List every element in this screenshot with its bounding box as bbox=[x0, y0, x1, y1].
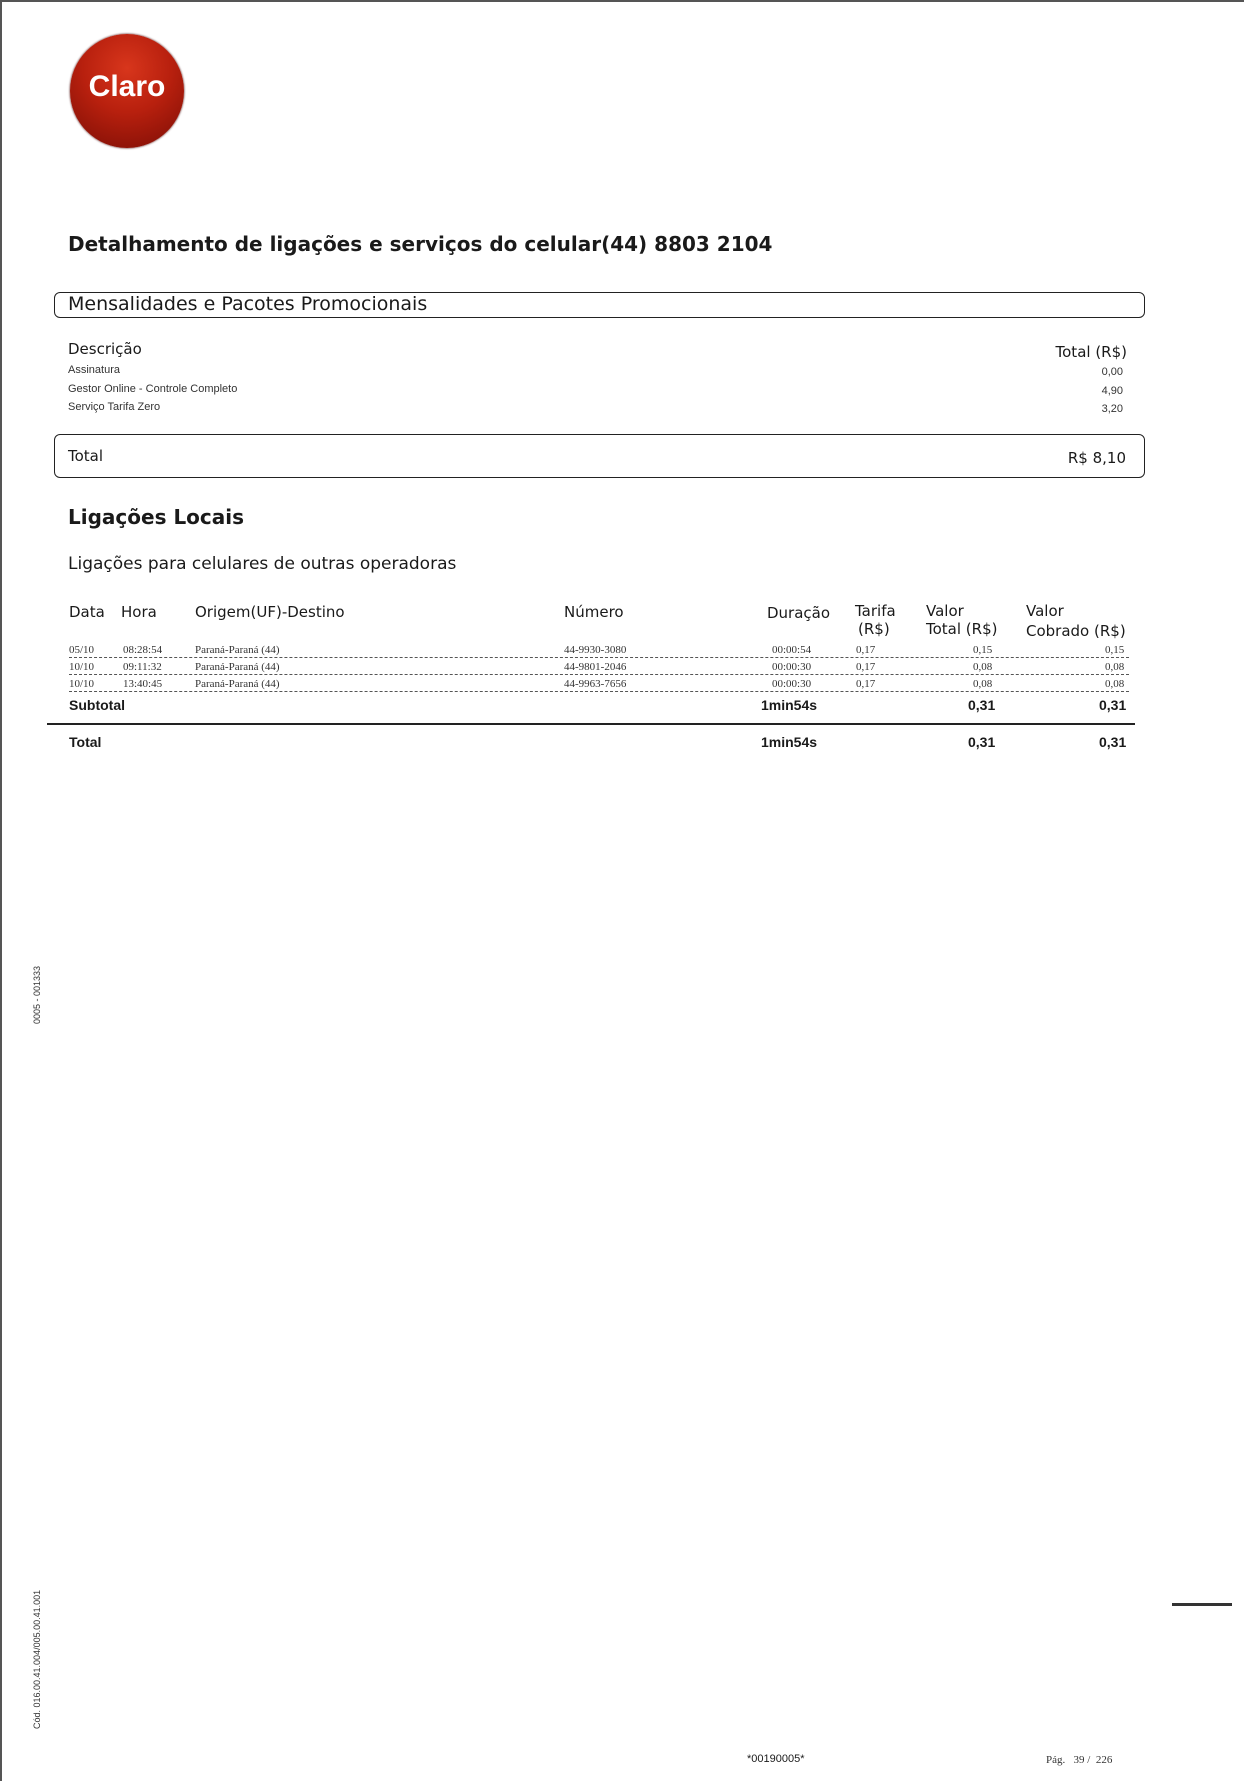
item-desc: Serviço Tarifa Zero bbox=[68, 401, 161, 413]
item-total: 4,90 bbox=[1101, 385, 1123, 397]
invoice-page: Claro Detalhamento de ligações e serviços do celular(44) 8803 2104 Mensalidades e Pacotes Promocionais Descrição Total (R$) Assinatura 0,00 Gestor Online - Controle Completo 4,90 Serviço Tarifa Zero 3,20 Total R$ 8,10 Ligações Locais Ligações para celulares de outras operadoras Data Hora Origem(UF)-Destino Número Duração Tarifa (R$) Valor Total (R$) Valor Cobrado (R$) 05/10 08:28:54 Paraná-Paraná (44) 44-9930-3080 00:00:54 0,17 0,15 0,15 10/10 09:11:32 Paraná-Paraná (44) 44-9801-2046 00:00:30 0,17 0,08 0,08 10/10 13:40:45 Paraná-Paraná (44) 44-9963-7656 00:00:30 0,17 0,08 0,08 Subtotal 1min54s 0,31 0,31 Total 1min54s 0,31 0,31 0005 - 001333 Cód. 016.00.41.004/005.00.41.001 *00190005* Pág. 39 / 226 bbox=[0, 0, 1244, 1781]
subsection-title: Ligações para celulares de outras operadoras bbox=[68, 554, 457, 574]
th-origem: Origem(UF)-Destino bbox=[195, 603, 345, 621]
th-hora: Hora bbox=[121, 603, 157, 621]
th-numero: Número bbox=[564, 603, 624, 621]
section-title: Mensalidades e Pacotes Promocionais bbox=[68, 293, 428, 315]
item-desc: Assinatura bbox=[68, 364, 120, 376]
col-total: Total (R$) bbox=[1055, 343, 1127, 361]
item-total: 3,20 bbox=[1101, 403, 1123, 415]
item-desc: Gestor Online - Controle Completo bbox=[68, 383, 238, 395]
row-leader bbox=[69, 657, 1129, 658]
total-label: Total bbox=[68, 447, 104, 465]
claro-logo: Claro bbox=[70, 34, 184, 148]
total-box bbox=[54, 434, 1145, 478]
th-data: Data bbox=[69, 603, 105, 621]
th-valor-cobrado-unit: Cobrado (R$) bbox=[1026, 622, 1126, 640]
th-tarifa-unit: (R$) bbox=[858, 620, 890, 638]
row-leader bbox=[69, 674, 1129, 675]
margin-code: 0005 - 001333 bbox=[32, 965, 42, 1024]
th-valor-total: Valor bbox=[926, 602, 964, 620]
barcode-text: *00190005* bbox=[747, 1753, 805, 1765]
page-title: Detalhamento de ligações e serviços do celular(44) 8803 2104 bbox=[68, 232, 773, 256]
th-valor-total-unit: Total (R$) bbox=[926, 620, 998, 638]
page-number: Pág. 39 / 226 bbox=[1046, 1754, 1113, 1766]
section-ligacoes-locais: Ligações Locais bbox=[68, 505, 245, 529]
section-header-mensalidades bbox=[54, 292, 1145, 318]
th-tarifa: Tarifa bbox=[855, 602, 896, 620]
divider bbox=[47, 723, 1135, 725]
total-value: R$ 8,10 bbox=[1067, 449, 1126, 467]
th-duracao: Duração bbox=[767, 604, 831, 622]
mark-line bbox=[1172, 1603, 1232, 1606]
col-descricao: Descrição bbox=[68, 340, 142, 358]
item-total: 0,00 bbox=[1101, 366, 1123, 378]
margin-code: Cód. 016.00.41.004/005.00.41.001 bbox=[32, 1589, 42, 1729]
row-leader bbox=[69, 691, 1129, 692]
th-valor-cobrado: Valor bbox=[1026, 602, 1064, 620]
